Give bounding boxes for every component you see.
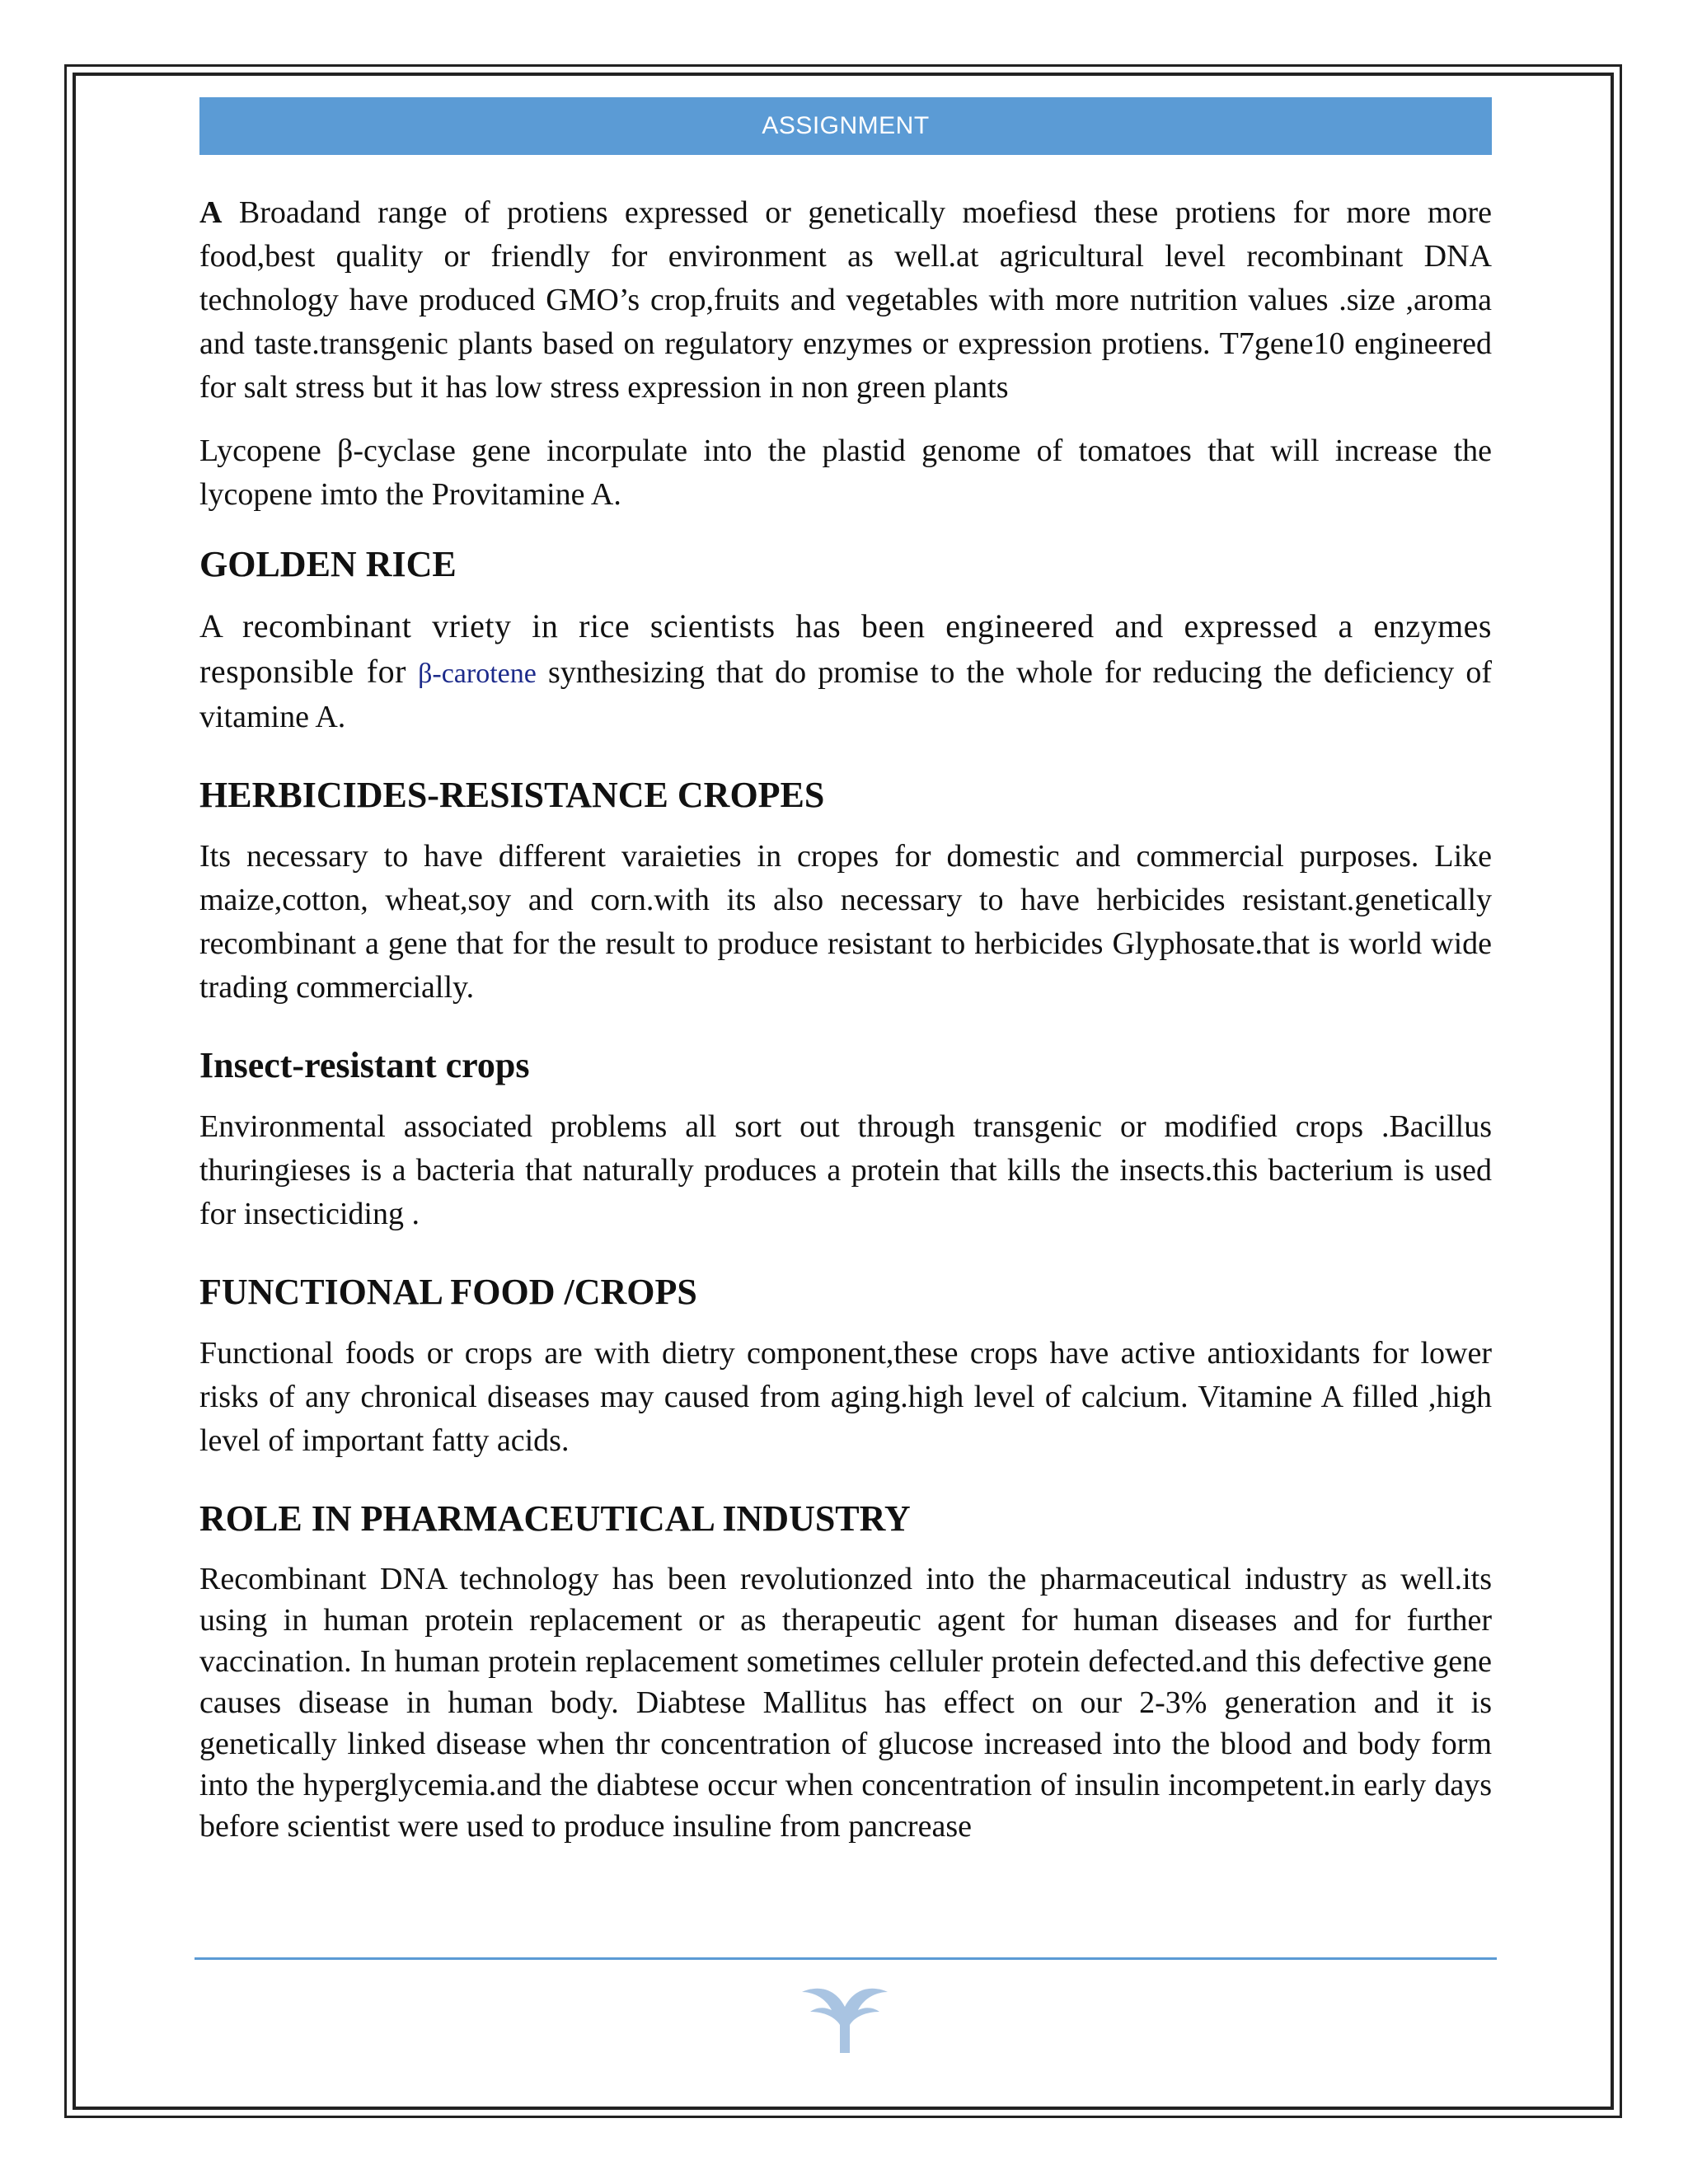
fleur-logo-icon: [787, 1974, 903, 2056]
document-body: [199, 191, 1492, 1867]
herbicides-paragraph: Its necessary to have different varaieties in cropes for domestic and commercial purposes. Like maize,cotton, wheat,soy and corn.with its also necessary to have herbicides resistant.genetically recombinant a gene that for the result to produce resistant to herbicides Glyphosate.that is world wide trading commercially.: [199, 839, 1492, 1005]
header-title: ASSIGNMENT: [762, 112, 930, 139]
heading-golden-rice: GOLDEN RICE: [199, 544, 457, 584]
heading-insect: Insect-resistant crops: [199, 1045, 530, 1085]
intro-text-1: Broadand range of protiens expressed or genetically moefiesd these protiens for more more food,best quality or friendly for environment as well.at agricultural level recombinant DNA technology have produced GMO’s crop,fruits and vegetables with more nutrition values .size ,aroma and taste.transgenic plants based on regulatory enzymes or expression protiens. T7gene10 engineered for salt stress but it has low stress expression in non green plants: [199, 195, 1493, 405]
golden-rice-paragraph: [199, 604, 1492, 739]
intro-paragraph-1: [199, 191, 1492, 410]
heading-pharma: ROLE IN PHARMACEUTICAL INDUSTRY: [199, 1498, 911, 1539]
insect-paragraph: Environmental associated problems all sort out through transgenic or modified crops .Bacillus thuringieses is a bacteria that naturally produces a protein that kills the insects.this bacterium is used for insecticiding .: [199, 1109, 1492, 1231]
beta-carotene-term: β-carotene: [418, 658, 537, 689]
heading-functional: FUNCTIONAL FOOD /CROPS: [199, 1272, 697, 1312]
footer-divider: [195, 1957, 1497, 1960]
pharma-paragraph: Recombinant DNA technology has been revolutionzed into the pharmaceutical industry as well.its using in human protein replacement or as therapeutic agent for human diseases and for further vaccination. In human protein replacement sometimes celluler protein defected.and this defective gene causes disease in human body. Diabtese Mallitus has effect on our 2-3% generation and it is genetically linked disease when thr concentration of glucose increased into the blood and body form into the hyperglycemia.and the diabtese occur when concentration of insulin incompetent.in early days before scientist were used to produce insuline from pancrease: [199, 1562, 1492, 1844]
golden-rice-text-1: A recombinant vriety in rice scientists has been engineered and expressed a enzymes responsible for: [199, 607, 1492, 690]
intro-paragraph-2: Lycopene β-cyclase gene incorpulate into the plastid genome of tomatoes that will increase the lycopene imto the Provitamine A.: [199, 434, 1492, 512]
functional-paragraph: Functional foods or crops are with dietry component,these crops have active antioxidants for lower risks of any chronical diseases may caused from aging.high level of calcium. Vitamine A filled ,high level of important fatty acids.: [199, 1336, 1492, 1458]
heading-herbicides: HERBICIDES-RESISTANCE CROPES: [199, 775, 825, 815]
header-bar: [199, 97, 1492, 155]
golden-rice-text-2: synthesizing that do promise to the whole for reducing the deficiency of vitamine A.: [199, 655, 1493, 734]
intro-lead-letter: A: [199, 195, 223, 230]
